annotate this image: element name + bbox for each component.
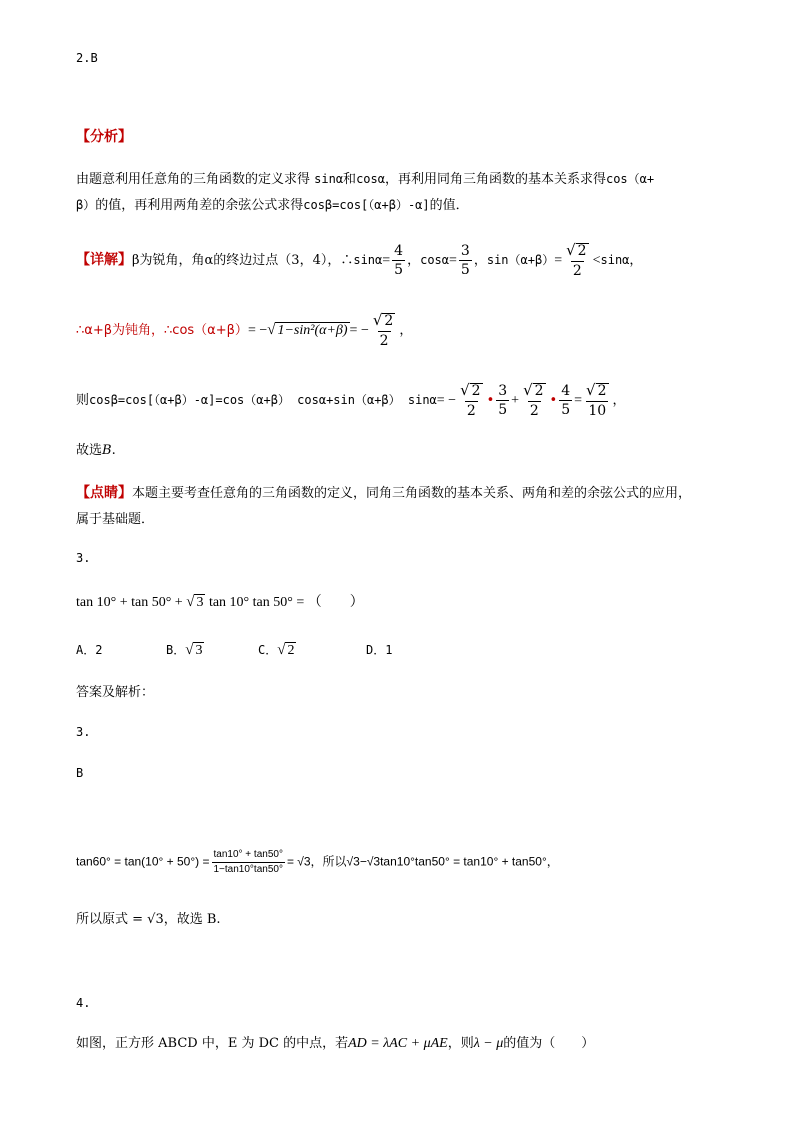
sin-alpha: sinα: [314, 172, 344, 186]
q4-text-part: ，则: [447, 1036, 474, 1051]
analysis-text: 由题意利用任意角的三角函数的定义求得: [76, 172, 315, 187]
cos-beta-expansion: cosβ=cos[（α+β）-α]=cos（α+β） cosα+sin（α+β） sinα: [89, 393, 437, 408]
q4-number: 4.: [76, 996, 91, 1010]
comment-text: 本题主要考查任意角的三角函数的定义，同角三角函数的基本关系、两角和差的余弦公式的应用，: [132, 486, 692, 501]
detail-line-3: 则cosβ=cos[（α+β）-α]=cos（α+β） cosα+sin（α+β） sinα= − $\frac{√ 2}{2}$ • $\frac{3}{5}$ + $\frac{√ 2}{2}$ • $\frac{4}{5}$ = $\frac{√ 2}{10}$ ，: [76, 381, 626, 420]
fraction-sqrt2-2: $\frac{√ 2}{2}$: [566, 241, 587, 280]
fraction-sqrt2-2: $\frac{√ 2}{2}$: [523, 381, 544, 420]
q3-number: 3.: [76, 551, 91, 565]
comment-title: 【点睛】: [76, 485, 132, 501]
comment-text: 属于基础题．: [76, 512, 155, 527]
q4-text: [76, 1037, 594, 1051]
conclusion-line: 所以原式 = √3，故选 B.: [76, 912, 221, 927]
choose-end: .: [111, 443, 116, 458]
analysis-line-1: [76, 173, 654, 186]
fraction-sqrt2-10: $\frac{√ 2}{10}$: [586, 381, 607, 420]
q4-text-part: 如图，正方形 ABCD 中，E 为 DC 的中点，若: [76, 1036, 349, 1051]
fraction-4-5: $\frac{4}{5}$: [561, 383, 571, 419]
q2-answer-line: 2.B: [76, 51, 98, 65]
detail-text: β为锐角，角α的终边过点（3，4），∴: [132, 253, 354, 269]
vector-equation: AD = λAC + μAE: [348, 1036, 448, 1051]
sin-alpha-beta: sin（α+β）: [486, 253, 555, 268]
fraction-3-5: $\frac{3}{5}$: [498, 383, 508, 419]
solution-text: tan60° = tan(10° + 50°) =: [76, 854, 210, 869]
choose-text: 故选: [76, 443, 103, 458]
analysis-text: 的值，再利用两角差的余弦公式求得: [95, 198, 304, 213]
detail-line-2: ∴α+β为钝角，∴cos（α+β）= −√ 1−sin²(α+β) = − $\frac{√ 2}{2}$ ，: [76, 311, 413, 350]
answer-header: 答案及解析：: [76, 685, 155, 700]
option-d[interactable]: D．1: [366, 643, 393, 657]
answer-number: 3.: [76, 725, 91, 739]
solution-fraction: $\frac{\tan 10^\circ + \tan 50^\circ}{1-\tan 10^\circ\tan 50^\circ}$: [213, 849, 283, 875]
cos-alpha: cosα: [420, 253, 449, 268]
q3-expr-part: tan 10° tan 50° = （ ）: [205, 595, 364, 610]
detail-title: 【详解】: [76, 252, 132, 269]
fraction-4-5: $\frac{4}{5}$: [394, 243, 404, 279]
analysis-text: 的值．: [429, 198, 469, 213]
cos-beta-formula: cosβ=cos[（α+β）-α]: [303, 198, 430, 212]
detail-line-1: 【详解】β为锐角，角α的终边过点（3，4），∴sinα= $\frac{4}{5}$ ，cosα= $\frac{3}{5}$ ，sin（α+β）= $\frac{√ 2}{2}$ <sinα，: [76, 241, 643, 280]
analysis-text: 和: [343, 172, 357, 187]
analysis-line-2: [76, 199, 469, 212]
cos-alpha-beta: cos（α+: [605, 172, 655, 186]
fraction-sqrt2-2: $\frac{√ 2}{2}$: [372, 311, 394, 350]
option-c[interactable]: C．√ 2: [258, 642, 295, 658]
detail-text: ∴α+β为钝角，∴cos（α+β）: [76, 323, 248, 339]
analysis-text: ，再利用同角三角函数的基本关系求得: [384, 172, 606, 187]
choose-line: [76, 444, 116, 457]
fraction-3-5: $\frac{3}{5}$: [460, 243, 470, 279]
q3-expr-part: tan 10° + tan 50° +: [76, 595, 187, 610]
option-a[interactable]: A．2: [76, 643, 103, 657]
fraction-sqrt2-2: $\frac{√ 2}{2}$: [460, 381, 481, 420]
q3-sqrt: 3: [196, 595, 204, 610]
q4-text-part: 的值为（ ）: [503, 1036, 595, 1051]
beta-close: β）: [76, 198, 96, 212]
q3-options: [76, 642, 392, 658]
sin-alpha: sinα: [600, 253, 630, 268]
choose-letter: B: [102, 443, 112, 458]
q3-expression: tan 10° + tan 50° + √ 3 tan 10° tan 50° = （ ）: [76, 594, 364, 610]
sin-alpha: sinα: [353, 253, 383, 268]
solution-line: [76, 850, 559, 875]
sqrt-expression: 1−sin²(α+β): [277, 323, 348, 339]
analysis-title: 【分析】: [76, 129, 132, 145]
detail-text: 则: [76, 393, 90, 409]
lambda-minus-mu: λ − μ: [473, 1036, 504, 1051]
comment-block: [76, 480, 726, 533]
cos-alpha: cosα: [356, 172, 385, 186]
solution-text: = √3，所以√3−√3tan10°tan50° = tan10° + tan50°，: [286, 854, 559, 869]
answer-letter: B: [76, 766, 84, 780]
option-b[interactable]: B．√ 3: [166, 642, 203, 658]
